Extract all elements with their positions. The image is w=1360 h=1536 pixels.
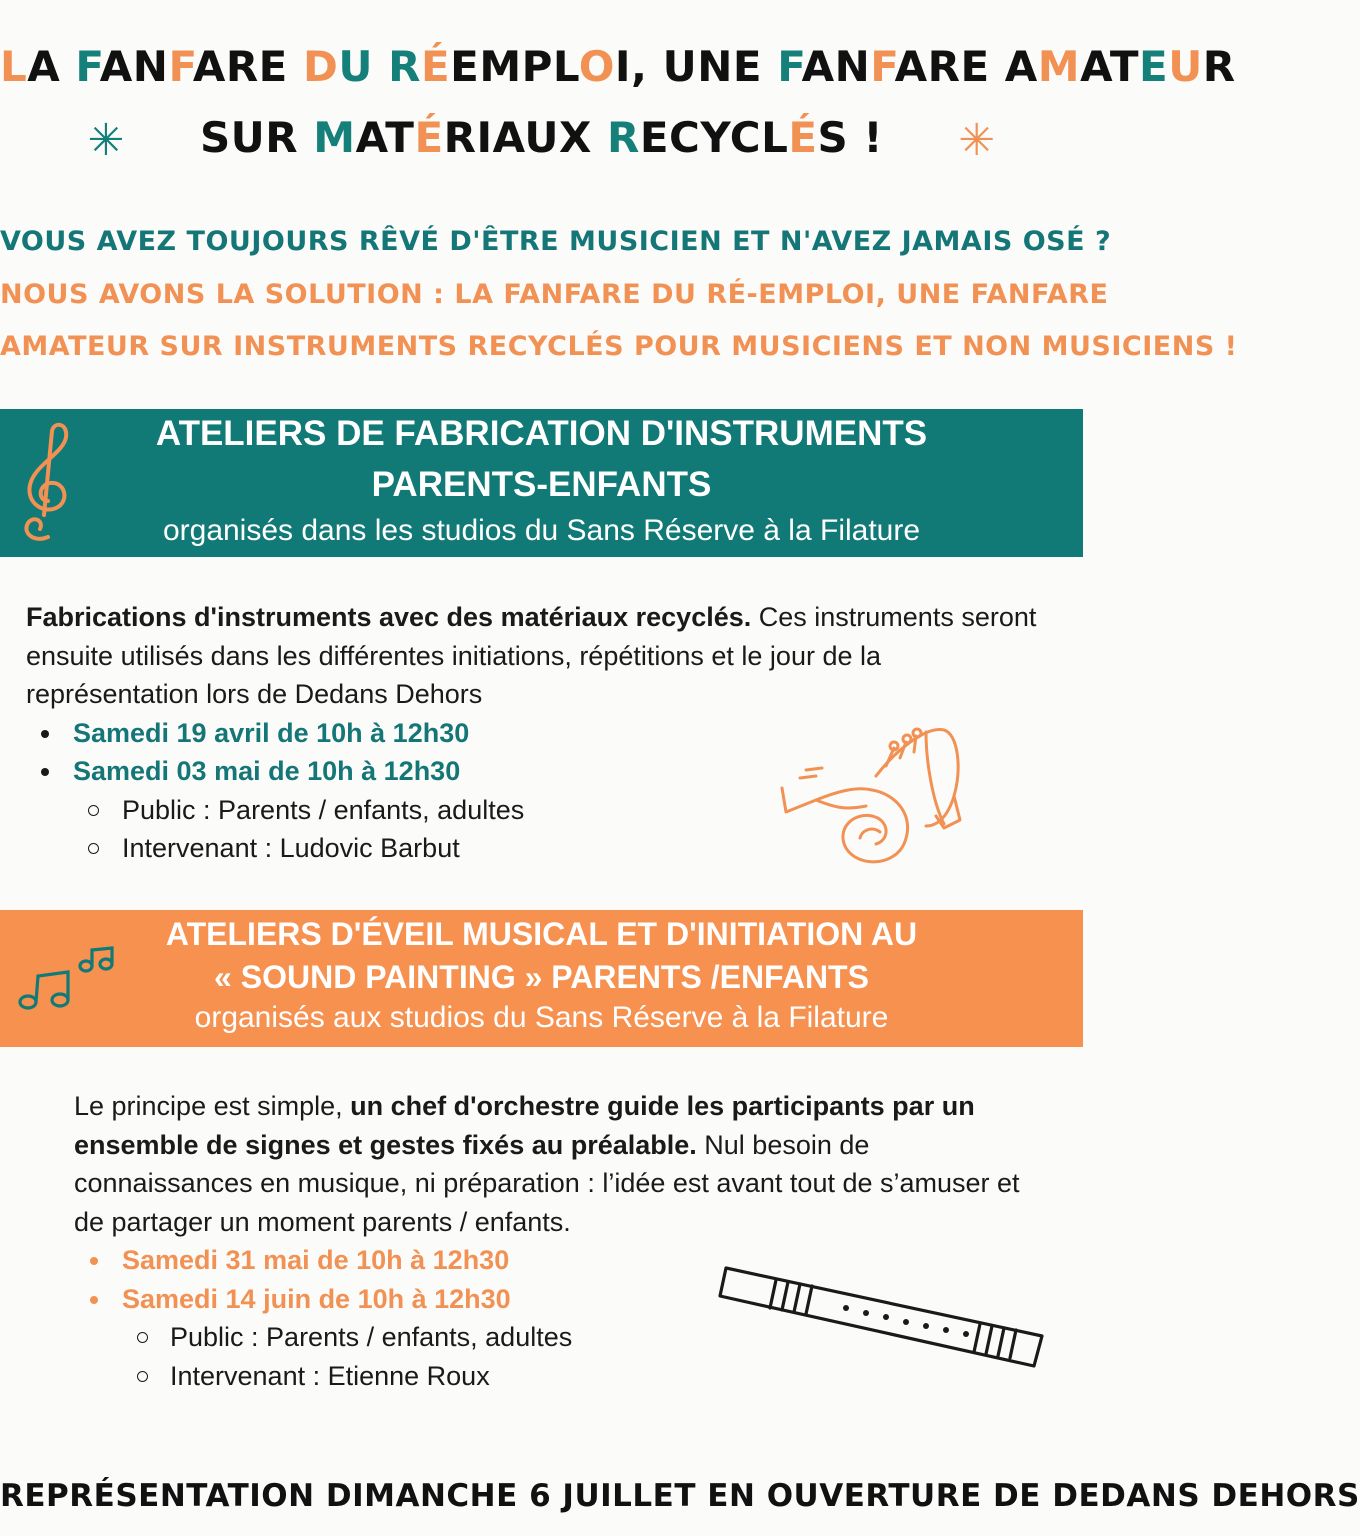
section1-heading-line1: ATELIERS DE FABRICATION D'INSTRUMENTS: [155, 414, 928, 453]
list-item: Intervenant : Ludovic Barbut: [26, 829, 1056, 868]
section1-paragraph-bold: Fabrications d'instruments avec des matériaux recyclés.: [26, 602, 752, 632]
section1-heading-line2: PARENTS-ENFANTS: [371, 464, 712, 504]
line1-segment: É: [420, 42, 451, 91]
line1-segment: F: [870, 42, 895, 91]
line1-segment: L: [0, 42, 28, 91]
main-title-line2: [0, 113, 1083, 166]
line1-segment: AT: [1080, 42, 1139, 91]
section1-banner: [0, 409, 1083, 557]
line1-segment: AN: [801, 42, 871, 91]
line1-segment: R: [1202, 42, 1236, 91]
section2-paragraph: [74, 1087, 1034, 1241]
section1-paragraph-rest: Ces instruments seront ensuite utilisés dans les différentes initiations, répétitions et le jour de la représentation lors de Dedans Dehors: [26, 602, 1037, 709]
line2-segment: SUR: [199, 113, 314, 162]
line1-segment: M: [1037, 42, 1081, 91]
line1-segment: F: [777, 42, 802, 91]
intro-solution-line2: AMATEUR SUR INSTRUMENTS RECYCLÉS POUR MUSICIENS ET NON MUSICIENS !: [0, 331, 1238, 362]
line2-segment: RIAUX: [443, 113, 607, 162]
section2-heading-line1: ATELIERS D'ÉVEIL MUSICAL ET D'INITIATION AU: [165, 916, 918, 952]
orange-star-icon: ✳: [958, 114, 996, 166]
section2-paragraph-bold: un chef d'orchestre guide les participants par un ensemble de signes et gestes fixés au préalable.: [74, 1091, 975, 1160]
line1-segment: O: [578, 42, 615, 91]
treble-clef-icon: [14, 419, 76, 545]
line1-segment: AN: [99, 42, 169, 91]
section2-paragraph-rest: Nul besoin de connaissances en musique, ni préparation : l’idée est avant tout de s’amuser et de partager un moment parents / enfants.: [74, 1129, 1020, 1237]
list-item: Samedi 03 mai de 10h à 12h30: [26, 752, 1056, 791]
main-title-line1: [0, 42, 1236, 91]
line1-segment: A: [27, 42, 76, 91]
intro-question: VOUS AVEZ TOUJOURS RÊVÉ D'ÊTRE MUSICIEN ET N'AVEZ JAMAIS OSÉ ?: [0, 226, 1112, 257]
line2-segment: ECYCL: [639, 113, 789, 162]
teal-star-icon: ✳: [87, 114, 125, 166]
music-notes-icon: [18, 946, 116, 1022]
list-item: Samedi 19 avril de 10h à 12h30: [26, 714, 1056, 753]
line1-segment: E: [1138, 42, 1169, 91]
line2-segment: S !: [817, 113, 884, 162]
line1-segment: D: [302, 42, 339, 91]
footer-announcement: REPRÉSENTATION DIMANCHE 6 JUILLET EN OUVERTURE DE DEDANS DEHORS: [0, 1478, 1360, 1514]
section2-heading-line2: « SOUND PAINTING » PARENTS /ENFANTS: [214, 958, 869, 995]
horn-illustration-icon: [776, 720, 966, 868]
line2-segment: É: [414, 113, 444, 162]
line1-segment: ARE: [192, 42, 303, 91]
list-item: Intervenant : Etienne Roux: [74, 1357, 1034, 1396]
section1-subheading: organisés dans les studios du Sans Réserve à la Filature: [162, 513, 921, 547]
line1-segment: A: [1004, 42, 1038, 91]
line1-segment: I, UNE: [614, 42, 778, 91]
line1-segment: F: [75, 42, 100, 91]
flute-illustration-icon: [716, 1262, 1052, 1374]
intro-solution-line1: NOUS AVONS LA SOLUTION : LA FANFARE DU RÉ-EMPLOI, UNE FANFARE: [0, 279, 1109, 310]
list-item: Public : Parents / enfants, adultes: [74, 1318, 1034, 1357]
line1-segment: F: [168, 42, 193, 91]
section1-paragraph: [26, 598, 1056, 714]
section2-subheading: organisés aux studios du Sans Réserve à la Filature: [194, 1001, 889, 1035]
line2-segment: M: [313, 113, 356, 162]
list-item: Public : Parents / enfants, adultes: [26, 791, 1056, 830]
list-item: Samedi 31 mai de 10h à 12h30: [74, 1241, 1034, 1280]
line1-segment: EMPL: [450, 42, 579, 91]
title-line2-text: [200, 113, 883, 162]
line2-segment: AT: [355, 113, 415, 162]
section2-paragraph-lead: Le principe est simple,: [74, 1091, 351, 1121]
line1-segment: ARE: [894, 42, 1005, 91]
line1-segment: U: [338, 42, 389, 91]
list-item: Samedi 14 juin de 10h à 12h30: [74, 1280, 1034, 1319]
line2-segment: R: [606, 113, 640, 162]
line2-segment: É: [788, 113, 818, 162]
line1-segment: R: [388, 42, 421, 91]
line1-segment: U: [1168, 42, 1203, 91]
section2-banner: [0, 910, 1083, 1047]
